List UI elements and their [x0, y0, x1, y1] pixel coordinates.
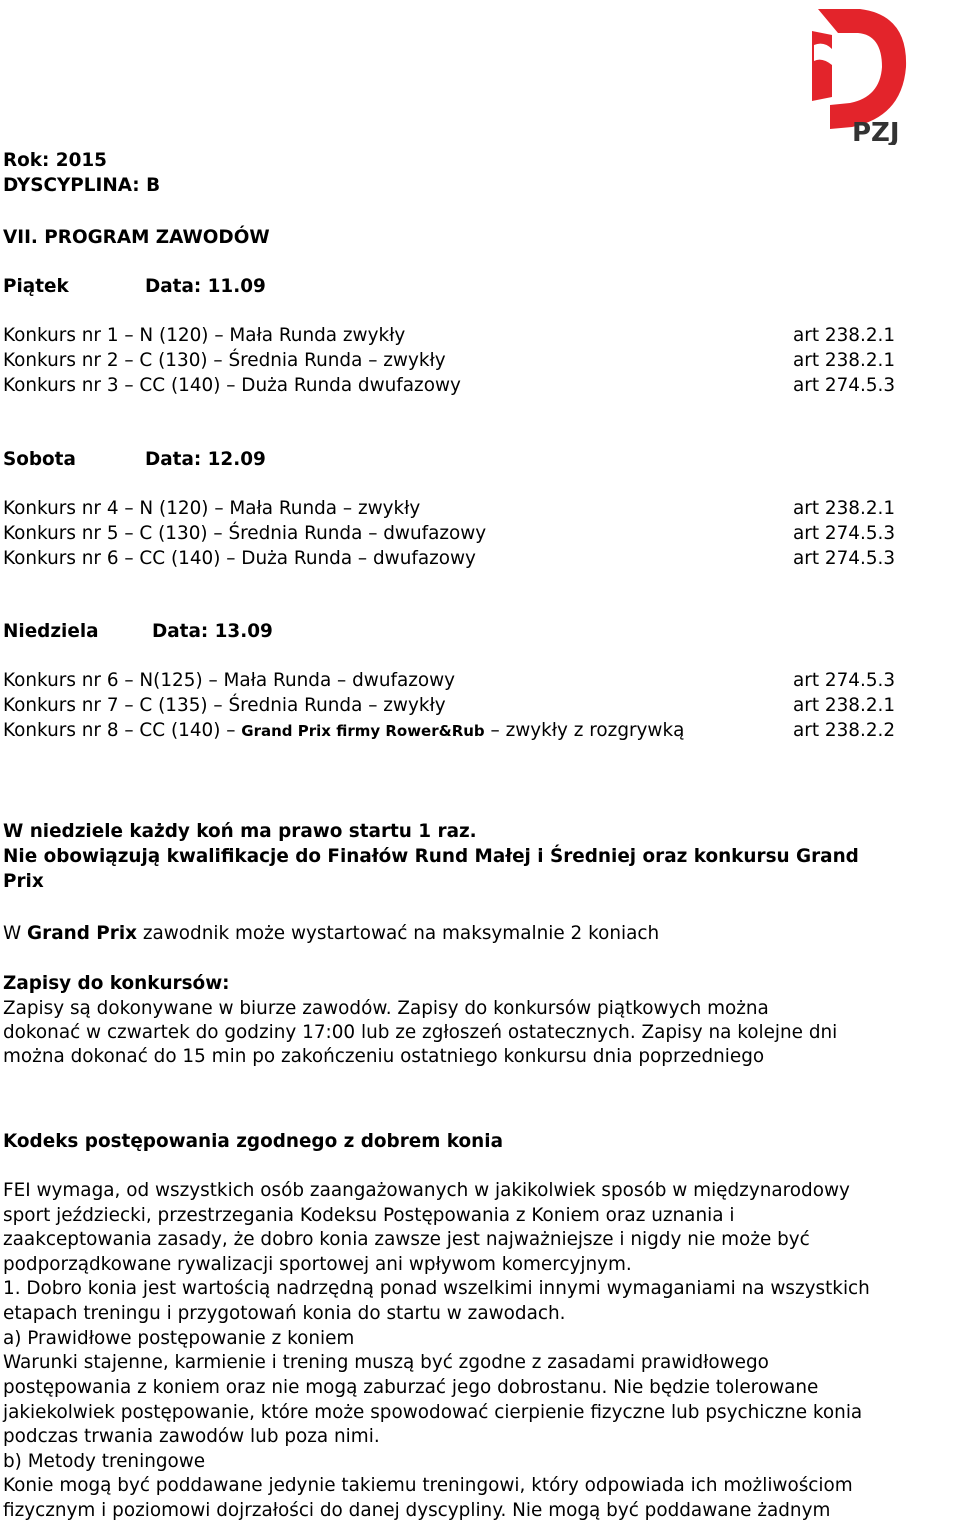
- article-ref: art 238.2.1: [793, 498, 896, 519]
- logo-text: PZJ: [852, 118, 900, 145]
- pzj-logo: [810, 5, 910, 145]
- day-date: Data: 11.09: [145, 276, 266, 297]
- note-qualification-cont: Prix: [3, 871, 44, 892]
- day-heading-saturday: [3, 447, 266, 472]
- kodeks-line: 1. Dobro konia jest wartością nadrzędną ponad wszelkimi innymi wymaganiami na wszystkich: [3, 1278, 870, 1299]
- kodeks-line: Konie mogą być poddawane jedynie takiemu treningowi, który odpowiada ich możliwościom: [3, 1475, 853, 1496]
- list-item: [3, 348, 943, 373]
- article-ref: art 274.5.3: [793, 670, 896, 691]
- article-ref: art 274.5.3: [793, 375, 896, 396]
- day-name: Niedziela: [3, 621, 99, 642]
- day-heading-friday: [3, 274, 266, 299]
- grand-prix-name: Grand Prix firmy Rower&Rub: [241, 722, 485, 740]
- list-item: [3, 546, 943, 571]
- gp-post: zawodnik może wystartować na maksymalnie 2 koniach: [136, 923, 660, 944]
- section-title: VII. PROGRAM ZAWODÓW: [3, 227, 270, 248]
- day-name: Piątek: [3, 276, 69, 297]
- contest-text: Konkurs nr 5 – C (130) – Średnia Runda – dwufazowy: [3, 523, 487, 544]
- list-item: [3, 693, 943, 718]
- article-ref: art 274.5.3: [793, 548, 896, 569]
- zapisy-title: Zapisy do konkursów:: [3, 973, 230, 994]
- article-ref: art 238.2.1: [793, 325, 896, 346]
- contest-text-pre: Konkurs nr 8 – CC (140) –: [3, 720, 242, 741]
- article-ref: art 238.2.1: [793, 695, 896, 716]
- contest-text: Konkurs nr 7 – C (135) – Średnia Runda – zwykły: [3, 695, 446, 716]
- gp-bold: Grand Prix: [27, 923, 137, 944]
- day-name: Sobota: [3, 449, 76, 470]
- kodeks-line: b) Metody treningowe: [3, 1451, 206, 1472]
- article-ref: art 274.5.3: [793, 523, 896, 544]
- zapisy-line: można dokonać do 15 min po zakończeniu ostatniego konkursu dnia poprzedniego: [3, 1046, 765, 1067]
- list-item: [3, 373, 943, 398]
- zapisy-line: dokonać w czwartek do godziny 17:00 lub ze zgłoszeń ostatecznych. Zapisy na kolejne dni: [3, 1022, 838, 1043]
- contest-text: Konkurs nr 6 – N(125) – Mała Runda – dwufazowy: [3, 670, 456, 691]
- contest-text: Konkurs nr 6 – CC (140) – Duża Runda – dwufazowy: [3, 548, 476, 569]
- kodeks-line: Warunki stajenne, karmienie i trening muszą być zgodne z zasadami prawidłowego: [3, 1352, 769, 1373]
- day-heading-sunday: [3, 619, 273, 644]
- contest-text-post: – zwykły z rozgrywką: [484, 720, 685, 741]
- note-start-rule: W niedziele każdy koń ma prawo startu 1 raz.: [3, 821, 477, 842]
- kodeks-line: fizycznym i poziomowi dojrzałości do danej dyscypliny. Nie mogą być poddawane żadnym: [3, 1500, 831, 1521]
- gp-pre: W: [3, 923, 28, 944]
- zapisy-line: Zapisy są dokonywane w biurze zawodów. Zapisy do konkursów piątkowych można: [3, 998, 769, 1019]
- kodeks-line: zaakceptowania zasady, że dobro konia zawsze jest najważniejsze i nigdy nie może być: [3, 1229, 810, 1250]
- list-item: [3, 718, 943, 744]
- day-date: Data: 12.09: [145, 449, 266, 470]
- kodeks-line: podczas trwania zawodów lub poza nimi.: [3, 1426, 380, 1447]
- kodeks-line: podporządkowane rywalizacji sportowej ani wpływom komercyjnym.: [3, 1254, 632, 1275]
- list-item: [3, 323, 943, 348]
- list-item: [3, 668, 943, 693]
- contest-text: Konkurs nr 3 – CC (140) – Duża Runda dwufazowy: [3, 375, 461, 396]
- discipline-label: DYSCYPLINA: B: [3, 175, 161, 196]
- kodeks-line: etapach treningu i przygotowań konia do startu w zawodach.: [3, 1303, 566, 1324]
- kodeks-title: Kodeks postępowania zgodnego z dobrem konia: [3, 1131, 503, 1152]
- note-qualification: Nie obowiązują kwalifikacje do Finałów Rund Małej i Średniej oraz konkursu Grand: [3, 846, 859, 867]
- kodeks-line: sport jeździecki, przestrzegania Kodeksu Postępowania z Koniem oraz uznania i: [3, 1205, 735, 1226]
- contest-text: Konkurs nr 2 – C (130) – Średnia Runda – zwykły: [3, 350, 446, 371]
- kodeks-line: FEI wymaga, od wszystkich osób zaangażowanych w jakikolwiek sposób w międzynarodowy: [3, 1180, 850, 1201]
- contest-text: Konkurs nr 4 – N (120) – Mała Runda – zwykły: [3, 498, 421, 519]
- list-item: [3, 521, 943, 546]
- contest-text: Konkurs nr 1 – N (120) – Mała Runda zwykły: [3, 325, 406, 346]
- day-date: Data: 13.09: [152, 621, 273, 642]
- note-grand-prix: [3, 921, 659, 946]
- year-label: Rok: 2015: [3, 150, 107, 171]
- list-item: [3, 496, 943, 521]
- article-ref: art 238.2.2: [793, 720, 896, 741]
- kodeks-line: jakiekolwiek postępowanie, które może spowodować cierpienie fizyczne lub psychiczne konia: [3, 1402, 863, 1423]
- article-ref: art 238.2.1: [793, 350, 896, 371]
- kodeks-line: postępowania z koniem oraz nie mogą zaburzać jego dobrostanu. Nie będzie tolerowane: [3, 1377, 819, 1398]
- kodeks-line: a) Prawidłowe postępowanie z koniem: [3, 1328, 355, 1349]
